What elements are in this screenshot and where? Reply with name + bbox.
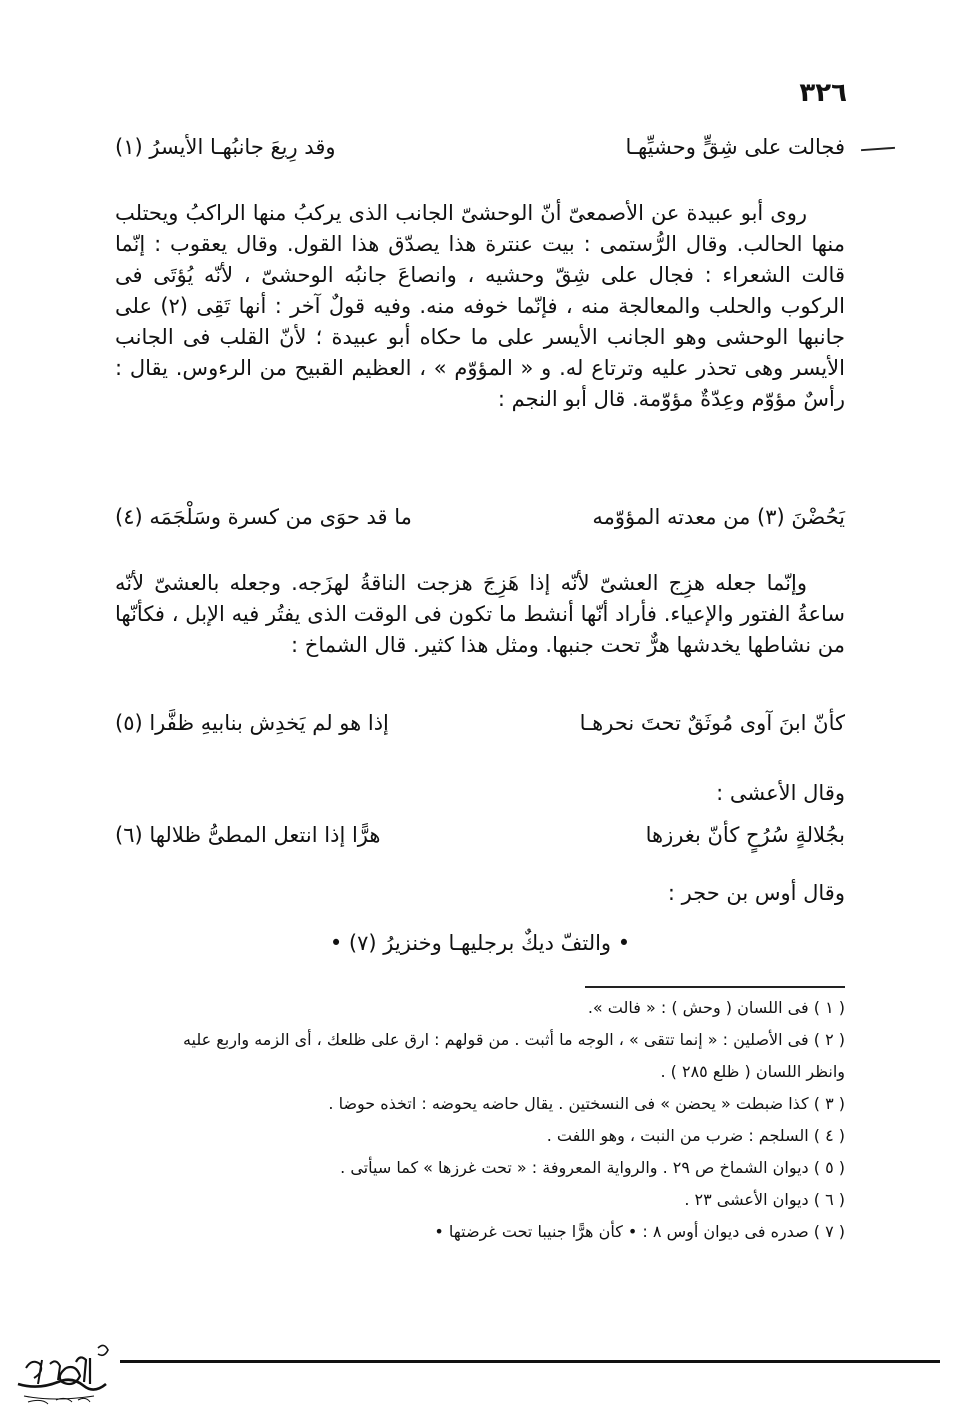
verse-line — [115, 132, 845, 162]
verse-hemistich-single: • والتفّ ديكٌ برجليهـا وخنزيرُ (٧) • — [329, 931, 631, 955]
verse-hemistich-left: ما قد حوَى من كسرة وسَلْجَمَه (٤) — [115, 505, 412, 529]
verse-hemistich-left: وقد رِيعَ جانبُهـا الأيسرُ (١) — [115, 135, 336, 159]
verse-hemistich-left: إذا هو لم يَخدِش بنابيهِ ظفَّرا (٥) — [115, 711, 389, 735]
footnote: ( ٥ ) ديوان الشماخ ص ٢٩ . والرواية المعروفة : « تحت غرزها » كما سيأتى . — [340, 1158, 845, 1177]
margin-mark — [861, 147, 895, 151]
verse-hemistich-right: فجالت على شِقٍّ وحشيِّهـا — [625, 135, 845, 159]
paragraph — [115, 568, 845, 661]
paragraph-text: وإنّما جعله هزِج العشىّ لأنّه إذا هَزِجَ هزجت الناقةُ لهزَجه. وجعله بالعشىّ لأنّه ساعةُ الفتور والإعياء. فأراد أنّها أنشط ما تكون فى الوقت الذى يفتُر فيه الإبل ، فكأنّها من نشاطها يخدشها هرٌّ تحت جنبها. ومثل هذا كثير. قال الشماخ : — [115, 571, 845, 657]
footnote: ( ٢ ) فى الأصلين : « إنما تتقى » ، الوجه ما أثبت . من قولهم : ارق على ظلعك ، أى الزمه واربع عليه — [182, 1030, 845, 1049]
footnote: ( ٧ ) صدره فى ديوان أوس ٨ : • كأن هرًّا جنيبا تحت غرضتها • — [434, 1222, 845, 1241]
library-stamp-logo — [6, 1338, 118, 1414]
verse-line — [115, 502, 845, 532]
footnote-separator — [585, 986, 845, 988]
verse-line — [115, 708, 845, 738]
paragraph-text: روى أبو عبيدة عن الأصمعىّ أنّ الوحشىّ الجانب الذى يركبُ منها الراكبُ ويحتلب منها الحالب. وقال الرُّستمى : بيت عنترة هذا يصدّق هذا القول. وقال يعقوب : إنّما قالت الشعراء : فجال على شِقّ وحشيه ، وانصاعَ جانبُه الوحشىّ ، لأنّه يُؤتَى فى الركوب والحلب والمعالجة منه ، فإنّما خوفه منه. وفيه قولٌ آخر : أنها تَقِى (٢) على جانبها الوحشى وهو الجانب الأيسر على ما حكاه أبو عبيدة ؛ لأنّ القلب فى الجانب الأيسر وهى تحذر عليه وترتاع له. و « المؤوّم » ، العظيم القبيح من الرءوس. يقال : رأسٌ مؤوّم وعِدّةٌ مؤوّمة. قال أبو النجم : — [115, 201, 845, 411]
footnote: ( ٣ ) كذا ضبطت « يحضن » فى النسختين . يقال حاضه يحوضه : اتخذه حوضا . — [328, 1094, 845, 1113]
verse-hemistich-right: بجُلالةٍ سُرُحٍ كأنّ بغرزها — [645, 823, 845, 847]
footnote: ( ٦ ) ديوان الأعشى ٢٣ . — [684, 1190, 845, 1209]
verse-line — [115, 928, 845, 958]
verse-intro: وقال أوس بن حجر : — [667, 881, 845, 905]
bottom-rule — [120, 1360, 940, 1363]
verse-hemistich-right: يَحُضْنَ (٣) من معدته المؤوّمه — [592, 505, 845, 529]
verse-intro: وقال الأعشى : — [716, 781, 845, 805]
footnote-continuation: وانظر اللسان ( ظلع ٢٨٥ ) . — [660, 1062, 845, 1081]
footnote: ( ٤ ) السلجم : ضرب من النبت ، وهو اللفت . — [546, 1126, 845, 1145]
paragraph — [115, 198, 845, 415]
verse-hemistich-right: كأنّ ابنَ آوى مُوثَقٌ تحتَ نحرهـا — [579, 711, 845, 735]
verse-line — [115, 820, 845, 850]
footnote: ( ١ ) فى اللسان ( وحش ) : « فالت ». — [587, 998, 845, 1017]
page-number: ٣٢٦ — [799, 78, 847, 108]
verse-hemistich-left: هرًّا إذا انتعل المطىُّ ظلالها (٦) — [115, 823, 381, 847]
footnotes — [105, 992, 845, 1248]
